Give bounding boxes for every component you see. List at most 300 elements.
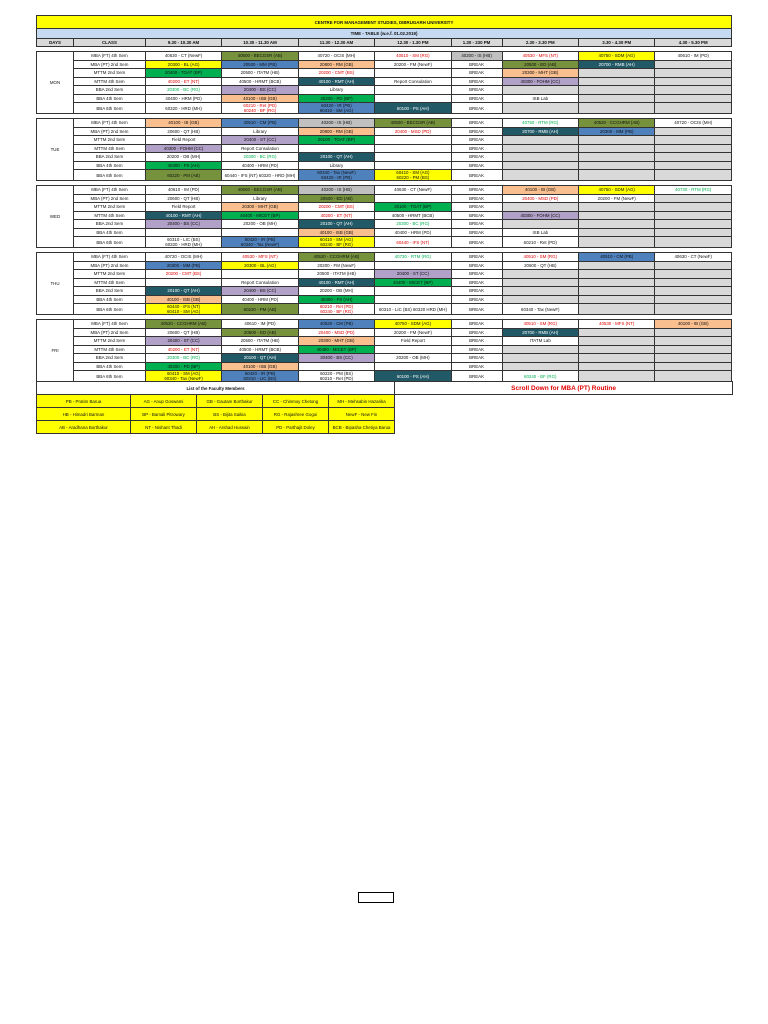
- faculty-legend: [36, 381, 733, 434]
- slot-cell: [655, 94, 732, 103]
- faculty-entry: PD - Parthajit Doley: [263, 421, 329, 434]
- faculty-entry: BP - Bamali Pitrowary: [131, 408, 197, 421]
- slot-cell: 40100 - IB (GB): [145, 119, 221, 128]
- slot-cell: 20400 - MSD (PD): [375, 127, 451, 136]
- slot-cell: [502, 220, 578, 229]
- table-row: [37, 52, 732, 61]
- slot-cell: [578, 371, 654, 382]
- class-label: MTTM 2nd Sem: [74, 337, 146, 346]
- slot-cell: [655, 170, 732, 181]
- table-row: [37, 337, 732, 346]
- slot-cell: [655, 295, 732, 304]
- slot-cell: [578, 362, 654, 371]
- slot-cell: Library: [298, 161, 374, 170]
- class-label: MBA (FT) 4th Sem: [74, 119, 146, 128]
- slot-cell: [502, 161, 578, 170]
- slot-cell: BREAK: [451, 69, 502, 78]
- table-row: [37, 328, 732, 337]
- slot-cell: 40530 - MFS (NT): [222, 253, 298, 262]
- slot-cell: [578, 270, 654, 279]
- slot-cell: 20700 - RMB (AH): [502, 328, 578, 337]
- faculty-list-title: List of the Faculty Members: [37, 382, 395, 395]
- slot-cell: BREAK: [451, 194, 502, 203]
- class-label: MBA (PT) 2nd Sem: [74, 127, 146, 136]
- slot-cell: 40500 - HRMT (BCB): [222, 345, 298, 354]
- slot-cell: [578, 337, 654, 346]
- slot-cell: 60440 - IFS (NT) 60320 - HRD (MH): [222, 170, 298, 181]
- slot-cell: BREAK: [451, 161, 502, 170]
- faculty-row: [37, 408, 733, 421]
- table-row: [37, 127, 732, 136]
- slot-cell: 40500 - BECGSR (AB): [222, 186, 298, 195]
- slot-cell: [298, 362, 374, 371]
- slot-cell: BREAK: [451, 136, 502, 145]
- slot-cell: [578, 237, 654, 248]
- column-header: DAYS: [37, 39, 74, 47]
- slot-cell: 20300 - BC (RG): [145, 86, 221, 95]
- slot-cell: BREAK: [451, 295, 502, 304]
- slot-cell: Library: [222, 127, 298, 136]
- slot-cell: Report Consulation: [222, 278, 298, 287]
- day-label: MON: [37, 52, 74, 114]
- slot-cell: Report Consulation: [375, 77, 451, 86]
- slot-cell: 40100 - ISB (GB): [298, 228, 374, 237]
- slot-cell: 40200 - PD (BP): [298, 94, 374, 103]
- slot-cell: [655, 77, 732, 86]
- slot-cell: 40500 - BECGSR (AB): [375, 119, 451, 128]
- slot-cell: 60410 - SM (AG) 60240 - BF (RG): [298, 237, 374, 248]
- slot-cell: Report Consulation: [222, 144, 298, 153]
- slot-cell: 20300 - BL (AG): [222, 261, 298, 270]
- table-row: [37, 94, 732, 103]
- faculty-entry: BS - Bijita Saikia: [197, 408, 263, 421]
- table-row: [37, 253, 732, 262]
- slot-cell: 20400 - ST (CC): [375, 270, 451, 279]
- table-row: [37, 220, 732, 229]
- table-row: [37, 304, 732, 315]
- slot-cell: 40200 - IS (HB): [298, 186, 374, 195]
- slot-cell: BREAK: [451, 103, 502, 114]
- slot-cell: 20400 - TOAT (BP): [145, 69, 221, 78]
- slot-cell: 40400 - MICET (BP): [375, 278, 451, 287]
- slot-cell: 40100 - ISB (GB): [222, 362, 298, 371]
- slot-cell: [578, 261, 654, 270]
- slot-cell: [375, 136, 451, 145]
- slot-cell: 20400 - ST (CC): [222, 136, 298, 145]
- slot-cell: 20100 - QT (AH): [298, 153, 374, 162]
- slot-cell: BREAK: [451, 328, 502, 337]
- slot-cell: 20400 - BS (CC): [222, 287, 298, 296]
- slot-cell: 40610 - IM (PD): [222, 320, 298, 329]
- slot-cell: 40400 - MICET (BP): [298, 345, 374, 354]
- slot-cell: 40300 - FS (AH): [145, 161, 221, 170]
- column-header: 11.30 - 12.30 AM: [298, 39, 374, 47]
- slot-cell: [502, 136, 578, 145]
- slot-cell: 40720 - OCIS (MH): [298, 52, 374, 61]
- table-row: [37, 237, 732, 248]
- faculty-entry: MH - Mehsabin Hazarika: [329, 395, 395, 408]
- slot-cell: 40520 - CCGHRM (AB): [578, 119, 654, 128]
- slot-cell: 20200 - OB (MH): [222, 220, 298, 229]
- slot-cell: [578, 144, 654, 153]
- slot-cell: [502, 362, 578, 371]
- table-row: [37, 287, 732, 296]
- slot-cell: [578, 328, 654, 337]
- column-header: CLASS: [74, 39, 146, 47]
- slot-cell: 40500 - HRMT (BCB): [375, 211, 451, 220]
- slot-cell: 40630 - CT (NewF): [655, 253, 732, 262]
- class-label: BBA 2nd Sem: [74, 354, 146, 363]
- faculty-entry: RG - Rajashree Gogoi: [263, 408, 329, 421]
- slot-cell: BREAK: [451, 77, 502, 86]
- class-label: MBA (FT) 4th Sem: [74, 52, 146, 61]
- slot-cell: [655, 144, 732, 153]
- slot-cell: [502, 345, 578, 354]
- slot-cell: BREAK: [451, 127, 502, 136]
- slot-cell: 40200 - IS (HB): [298, 119, 374, 128]
- column-header: 1.30 - 230 PM: [451, 39, 502, 47]
- slot-cell: 20200 - OB (MH): [145, 153, 221, 162]
- timetable-body: [37, 47, 732, 382]
- slot-cell: 40730 - RTM (RG): [375, 253, 451, 262]
- class-label: BBA 2nd Sem: [74, 220, 146, 229]
- page-title: CENTRE FOR MANAGEMENT STUDIES, DIBRUGARH UNIVERSITY: [37, 16, 732, 29]
- slot-cell: [578, 354, 654, 363]
- slot-cell: 20100 - QT (AH): [145, 287, 221, 296]
- column-header: 10.30 - 11.30 AM: [222, 39, 298, 47]
- slot-cell: 20300 - BL (AG): [145, 60, 221, 69]
- day-label: THU: [37, 253, 74, 315]
- slot-cell: [502, 153, 578, 162]
- table-row: [37, 153, 732, 162]
- table-row: [37, 270, 732, 279]
- slot-cell: 40610 - IM (PD): [145, 186, 221, 195]
- slot-cell: 60220 - PM (BS) 60210 - Ret (PD): [298, 371, 374, 382]
- slot-cell: [375, 94, 451, 103]
- slot-cell: 60420 - IR (PB) 60310 - LIC (BS): [222, 371, 298, 382]
- slot-cell: 40510 - SM (RG): [375, 52, 451, 61]
- slot-cell: BREAK: [451, 320, 502, 329]
- faculty-entry: HB - Himadri Barman: [37, 408, 131, 421]
- slot-cell: 40720 - OCIS (MH): [145, 253, 221, 262]
- faculty-entry: NewF - New Fin: [329, 408, 395, 421]
- slot-cell: [655, 211, 732, 220]
- slot-cell: [655, 86, 732, 95]
- day-label: TUE: [37, 119, 74, 181]
- slot-cell: [375, 153, 451, 162]
- slot-cell: BREAK: [451, 337, 502, 346]
- table-row: [37, 161, 732, 170]
- page-subtitle: TIME - TABLE (w.e.f. 01.02.2019): [37, 29, 732, 39]
- slot-cell: 60320 - HRD (MH): [145, 103, 221, 114]
- slot-cell: 40630 - CT (NewF): [145, 52, 221, 61]
- slot-cell: [578, 304, 654, 315]
- class-label: BBA 6th Sem: [74, 371, 146, 382]
- slot-cell: BREAK: [451, 270, 502, 279]
- slot-cell: 20200 - CMT (BS): [298, 203, 374, 212]
- slot-cell: [502, 295, 578, 304]
- slot-cell: 40630 - CT (NewF): [375, 186, 451, 195]
- slot-cell: [655, 69, 732, 78]
- slot-cell: 40100 - RMT (AH): [298, 278, 374, 287]
- slot-cell: [502, 170, 578, 181]
- class-label: BBA 4th Sem: [74, 362, 146, 371]
- slot-cell: 20600 - QT (HB): [502, 261, 578, 270]
- slot-cell: [655, 354, 732, 363]
- column-header: 12.30 - 1.30 PM: [375, 39, 451, 47]
- slot-cell: 20100 - TOAT (BP): [375, 203, 451, 212]
- timetable: [36, 15, 732, 382]
- slot-cell: 40510 - CM (PB): [222, 119, 298, 128]
- slot-cell: [222, 228, 298, 237]
- slot-cell: 40520 - CCGHRM (AB): [298, 253, 374, 262]
- table-row: [37, 278, 732, 287]
- faculty-entry: NT - Nishant Thadi: [131, 421, 197, 434]
- faculty-entry: AH - Arshad Hussain: [197, 421, 263, 434]
- slot-cell: BREAK: [451, 228, 502, 237]
- slot-cell: 40520 - CCGHRM (AB): [145, 320, 221, 329]
- slot-cell: 20400 - BS (CC): [222, 86, 298, 95]
- slot-cell: 20400 - ST (CC): [145, 337, 221, 346]
- faculty-entry: AG - Anup Goswami: [131, 395, 197, 408]
- slot-cell: 20400 - BS (CC): [145, 220, 221, 229]
- header-row: [37, 39, 732, 47]
- slot-cell: [502, 144, 578, 153]
- slot-cell: [655, 362, 732, 371]
- slot-cell: 20500 - ED (AB): [298, 194, 374, 203]
- slot-cell: 60440 - IFS (NT) 60410 - SM (AG): [145, 304, 221, 315]
- slot-cell: [655, 153, 732, 162]
- table-row: [37, 261, 732, 270]
- class-label: MTTM 4th Sem: [74, 278, 146, 287]
- table-row: [37, 354, 732, 363]
- faculty-entry: AB - Aradhana Borthakur: [37, 421, 131, 434]
- slot-cell: [375, 194, 451, 203]
- slot-cell: 60340 - Tax (NewF) 60420 - IR (PB): [298, 170, 374, 181]
- slot-cell: [298, 144, 374, 153]
- slot-cell: [655, 371, 732, 382]
- class-label: BBA 2nd Sem: [74, 86, 146, 95]
- slot-cell: 20200 - FM (NewF): [375, 60, 451, 69]
- class-label: MTTM 4th Sem: [74, 211, 146, 220]
- table-row: [37, 320, 732, 329]
- slot-cell: 20100 - TOAT (BP): [298, 136, 374, 145]
- faculty-row: [37, 395, 733, 408]
- slot-cell: 20500 - ITATM (HB): [222, 69, 298, 78]
- slot-cell: 40530 - MFS (NT): [578, 320, 654, 329]
- slot-cell: [502, 278, 578, 287]
- slot-cell: [578, 161, 654, 170]
- slot-cell: [578, 203, 654, 212]
- slot-cell: 40100 - ISB (GB): [222, 94, 298, 103]
- slot-cell: 20500 - MM (PB): [222, 60, 298, 69]
- slot-cell: 60310 - LIC (BS) 60320 - HRD (MH): [145, 237, 221, 248]
- slot-cell: 60340 - Tax (NewF): [502, 304, 578, 315]
- slot-cell: [655, 270, 732, 279]
- faculty-entry: PB - Pratim Barua: [37, 395, 131, 408]
- table-row: [37, 77, 732, 86]
- slot-cell: 40400 - HRM (PD): [222, 295, 298, 304]
- class-label: MBA (FT) 4th Sem: [74, 320, 146, 329]
- table-row: [37, 60, 732, 69]
- table-row: [37, 211, 732, 220]
- slot-cell: 20300 - MM (PB): [145, 261, 221, 270]
- slot-cell: 40520 - CM (PB): [298, 320, 374, 329]
- timetable-sheet: [36, 15, 732, 434]
- slot-cell: 40200 - IS (HB): [451, 52, 502, 61]
- slot-cell: 20300 - MHT (GB): [502, 69, 578, 78]
- class-label: MBA (PT) 2nd Sem: [74, 60, 146, 69]
- slot-cell: [578, 136, 654, 145]
- slot-cell: [375, 161, 451, 170]
- slot-cell: 60410 - SM (AG) 60340 - Tax (NewF): [145, 371, 221, 382]
- slot-cell: 20300 - BC (RG): [222, 153, 298, 162]
- slot-cell: [655, 136, 732, 145]
- slot-cell: ISB Lab: [502, 228, 578, 237]
- slot-cell: 20500 - ITATM (HB): [298, 270, 374, 279]
- slot-cell: BREAK: [451, 253, 502, 262]
- class-label: BBA 6th Sem: [74, 103, 146, 114]
- slot-cell: 20200 - OB (MH): [298, 287, 374, 296]
- slot-cell: 20600 - QT (HB): [145, 194, 221, 203]
- faculty-row: [37, 421, 733, 434]
- slot-cell: [145, 228, 221, 237]
- slot-cell: Library: [222, 194, 298, 203]
- slot-cell: 20500 - ED (AB): [502, 60, 578, 69]
- slot-cell: 40300 - FOHM (CC): [145, 144, 221, 153]
- class-label: MTTM 2nd Sem: [74, 203, 146, 212]
- slot-cell: 40200 - ET (NT): [145, 77, 221, 86]
- slot-cell: [655, 237, 732, 248]
- slot-cell: BREAK: [451, 237, 502, 248]
- slot-cell: [655, 127, 732, 136]
- class-label: MTTM 2nd Sem: [74, 69, 146, 78]
- slot-cell: 40610 - IM (PD): [655, 52, 732, 61]
- slot-cell: BREAK: [451, 304, 502, 315]
- table-row: [37, 203, 732, 212]
- slot-cell: [578, 211, 654, 220]
- slot-cell: 40400 - HRM (PD): [222, 161, 298, 170]
- column-header: 3.30 - 4.30 PM: [578, 39, 654, 47]
- slot-cell: [578, 295, 654, 304]
- slot-cell: Field Report: [145, 136, 221, 145]
- slot-cell: BREAK: [451, 220, 502, 229]
- slot-cell: 60100 - PS (AH): [375, 103, 451, 114]
- slot-cell: [375, 69, 451, 78]
- slot-cell: [655, 103, 732, 114]
- table-row: [37, 136, 732, 145]
- slot-cell: [502, 354, 578, 363]
- class-label: BBA 4th Sem: [74, 161, 146, 170]
- slot-cell: 40400 - MICET (BP): [222, 211, 298, 220]
- slot-cell: [578, 86, 654, 95]
- slot-cell: Field Report: [375, 337, 451, 346]
- slot-cell: 60220 - PM (AB): [145, 170, 221, 181]
- slot-cell: 40100 - IB (GB): [655, 320, 732, 329]
- slot-cell: 20200 - OB (MH): [375, 354, 451, 363]
- slot-cell: [578, 103, 654, 114]
- class-label: BBA 4th Sem: [74, 94, 146, 103]
- class-label: BBA 2nd Sem: [74, 287, 146, 296]
- slot-cell: ITATM Lab: [502, 337, 578, 346]
- slot-cell: 40100 - RMT (AH): [145, 211, 221, 220]
- slot-cell: 60210 - Ret (PD): [502, 237, 578, 248]
- table-row: [37, 362, 732, 371]
- slot-cell: 40750 - SDM (AG): [578, 52, 654, 61]
- class-label: MBA (FT) 4th Sem: [74, 186, 146, 195]
- class-label: MTTM 4th Sem: [74, 345, 146, 354]
- class-label: MTTM 4th Sem: [74, 77, 146, 86]
- day-label: FRI: [37, 320, 74, 382]
- slot-cell: 20100 - QT (AH): [298, 220, 374, 229]
- slot-cell: 60440 - IFS (NT): [375, 237, 451, 248]
- slot-cell: 20300 - BC (RG): [145, 354, 221, 363]
- table-row: [37, 186, 732, 195]
- slot-cell: [375, 144, 451, 153]
- column-header: 9.30 - 10.30 AM: [145, 39, 221, 47]
- slot-cell: BREAK: [451, 211, 502, 220]
- slot-cell: 40750 - SDM (AG): [375, 320, 451, 329]
- slot-cell: 60210 - Ret (PD) 60240 - BF (RG): [298, 304, 374, 315]
- day-label: WED: [37, 186, 74, 248]
- slot-cell: [375, 295, 451, 304]
- slot-cell: BREAK: [451, 153, 502, 162]
- table-row: [37, 194, 732, 203]
- slot-cell: [655, 220, 732, 229]
- slot-cell: 20800 - RM (GB): [298, 127, 374, 136]
- slot-cell: [578, 278, 654, 287]
- class-label: MTTM 4th Sem: [74, 144, 146, 153]
- slot-cell: 20200 - FM (NewF): [298, 261, 374, 270]
- slot-cell: BREAK: [451, 86, 502, 95]
- slot-cell: 40200 - ET (NT): [298, 211, 374, 220]
- slot-cell: 40400 - HRM (PD): [145, 94, 221, 103]
- slot-cell: BREAK: [451, 362, 502, 371]
- slot-cell: 40720 - OCIS (MH): [655, 119, 732, 128]
- slot-cell: BREAK: [451, 371, 502, 382]
- slot-cell: 20100 - QT (AH): [222, 354, 298, 363]
- slot-cell: BREAK: [451, 94, 502, 103]
- slot-cell: 40100 - IB (GB): [502, 186, 578, 195]
- slot-cell: [655, 161, 732, 170]
- table-row: [37, 170, 732, 181]
- class-label: MBA (PT) 2nd Sem: [74, 261, 146, 270]
- slot-cell: BREAK: [451, 186, 502, 195]
- class-label: BBA 4th Sem: [74, 228, 146, 237]
- slot-cell: [578, 287, 654, 296]
- slot-cell: [578, 228, 654, 237]
- slot-cell: 20700 - RMB (AH): [502, 127, 578, 136]
- class-label: BBA 6th Sem: [74, 170, 146, 181]
- column-header: 2.30 - 3.30 PM: [502, 39, 578, 47]
- slot-cell: [578, 345, 654, 354]
- slot-cell: 20700 - RMB (AH): [578, 60, 654, 69]
- slot-cell: 20300 - BC (RG): [375, 220, 451, 229]
- slot-cell: [578, 69, 654, 78]
- table-row: [37, 86, 732, 95]
- slot-cell: [655, 337, 732, 346]
- slot-cell: [655, 194, 732, 203]
- slot-cell: [145, 278, 221, 287]
- class-label: BBA 2nd Sem: [74, 153, 146, 162]
- slot-cell: Library: [298, 86, 374, 95]
- class-label: MBA (PT) 2nd Sem: [74, 194, 146, 203]
- class-label: MTTM 2nd Sem: [74, 270, 146, 279]
- table-row: [37, 69, 732, 78]
- slot-cell: BREAK: [451, 170, 502, 181]
- slot-cell: 20200 - CMT (BS): [298, 69, 374, 78]
- slot-cell: [655, 278, 732, 287]
